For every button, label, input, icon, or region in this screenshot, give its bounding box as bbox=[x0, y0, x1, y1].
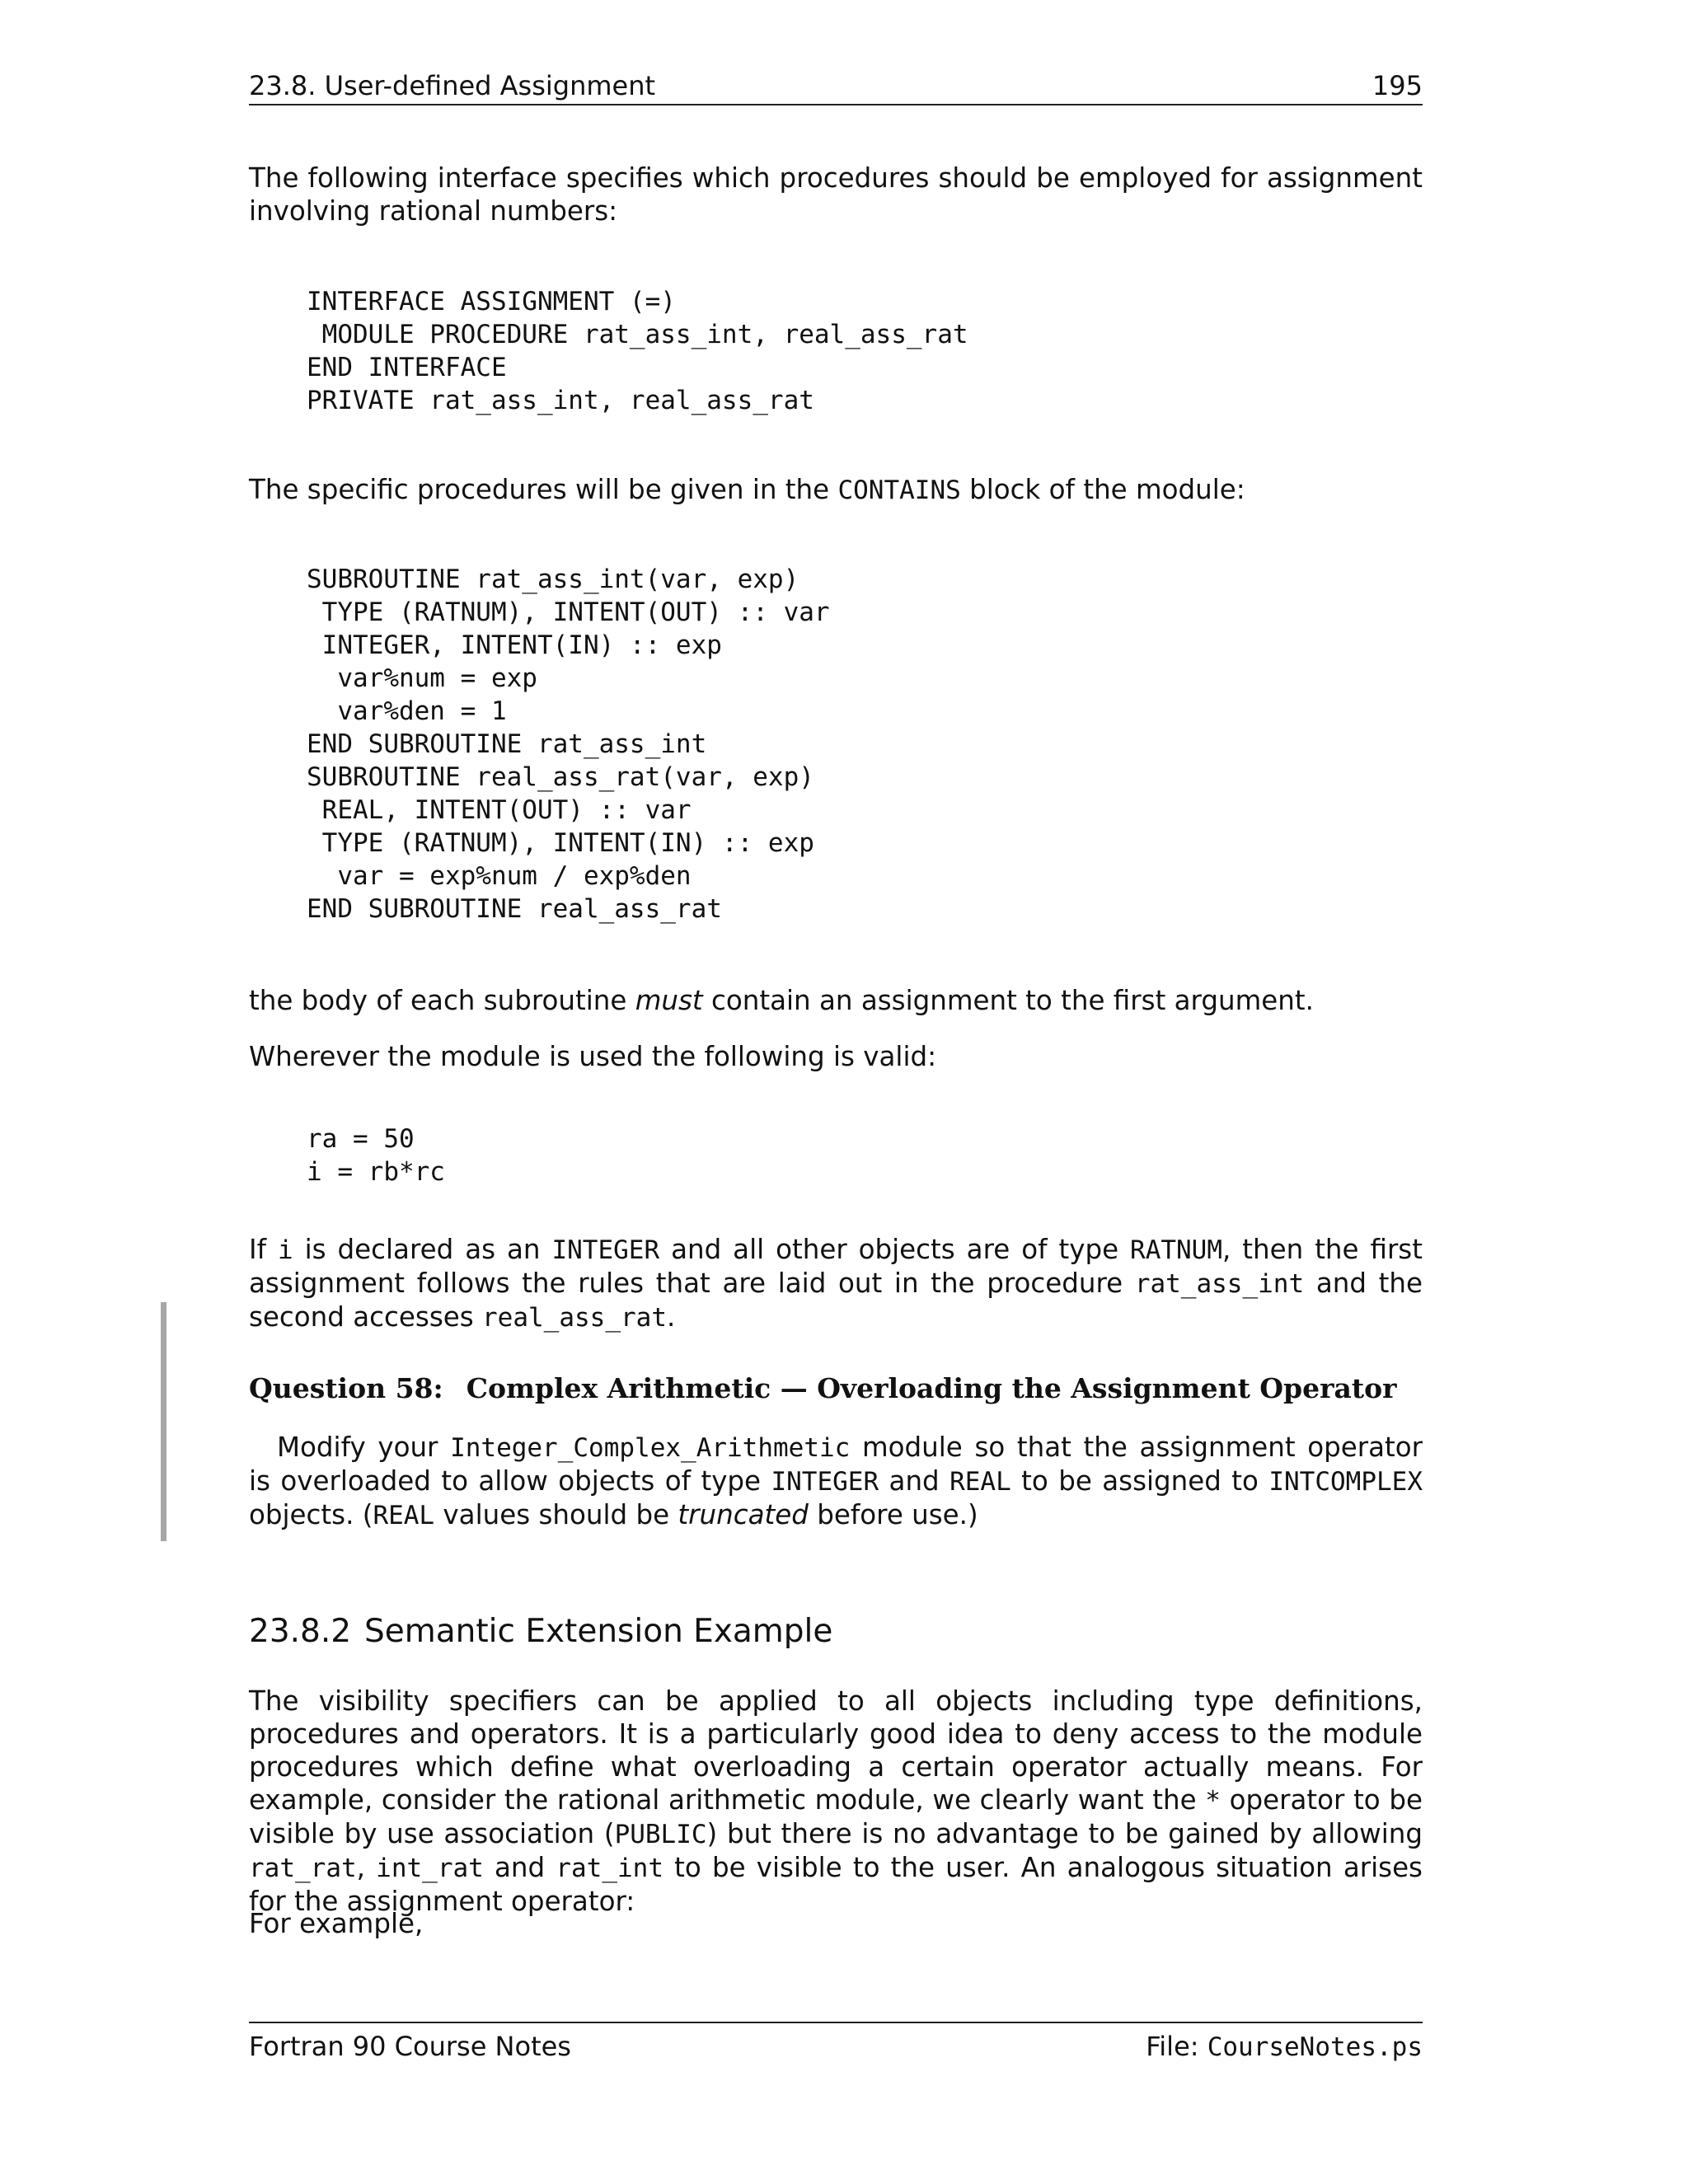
code-line: TYPE (RATNUM), INTENT(IN) :: exp bbox=[307, 828, 814, 858]
inline-code: rat_rat bbox=[249, 1854, 357, 1883]
text-run: , bbox=[356, 1852, 377, 1883]
running-header bbox=[249, 68, 1423, 105]
text-run: is declared as an bbox=[293, 1234, 552, 1265]
code-line: PRIVATE rat_ass_int, real_ass_rat bbox=[307, 386, 814, 415]
code-line: TYPE (RATNUM), INTENT(OUT) :: var bbox=[307, 598, 830, 627]
inline-code: INTEGER bbox=[551, 1235, 660, 1265]
question-heading bbox=[249, 1371, 1423, 1407]
body-note-paragraph bbox=[249, 984, 1423, 1017]
text-run: and bbox=[483, 1852, 556, 1883]
footer-file bbox=[1146, 2023, 1423, 2070]
text-run: and bbox=[879, 1465, 950, 1497]
footer-title: Fortran 90 Course Notes bbox=[249, 2031, 571, 2062]
emphasis: truncated bbox=[678, 1499, 809, 1530]
text-run: The visibility specifiers can be applied to all objects including type definitions, procedures and operators. It is a particularly good idea to deny access to the module procedures which define what overloading a certain operator actually means. For example, consider the rational arithmetic module, we clearly want the bbox=[249, 1685, 1423, 1816]
text-run: before use.) bbox=[808, 1499, 978, 1530]
text-run: to be assigned to bbox=[1010, 1465, 1269, 1497]
inline-code: INTEGER bbox=[771, 1467, 879, 1497]
code-line: END INTERFACE bbox=[307, 353, 507, 382]
code-line: var%den = 1 bbox=[307, 696, 507, 726]
inline-code: real_ass_rat bbox=[482, 1303, 667, 1333]
code-block-subroutines bbox=[307, 563, 830, 926]
text-run: module so that the assignment operator is overloaded to allow objects of type bbox=[249, 1432, 1423, 1497]
code-line: END SUBROUTINE real_ass_rat bbox=[307, 894, 722, 924]
text-run: the body of each subroutine bbox=[249, 985, 635, 1016]
change-bar bbox=[161, 1302, 166, 1541]
code-block-interface bbox=[307, 285, 968, 417]
code-line: ra = 50 bbox=[307, 1124, 415, 1154]
code-line: MODULE PROCEDURE rat_ass_int, real_ass_rat bbox=[307, 320, 968, 349]
text-run: ) but there is no advantage to be gained by allowing bbox=[706, 1818, 1423, 1849]
emphasis: must bbox=[635, 985, 703, 1016]
question-number: Question 58: bbox=[249, 1372, 443, 1404]
running-footer bbox=[249, 2022, 1423, 2069]
inline-code: REAL bbox=[373, 1501, 435, 1530]
code-line: INTERFACE ASSIGNMENT (=) bbox=[307, 287, 676, 316]
inline-code: int_rat bbox=[376, 1854, 484, 1883]
inline-code: * bbox=[1205, 1786, 1221, 1816]
code-line: SUBROUTINE rat_ass_int(var, exp) bbox=[307, 565, 799, 594]
inline-code: REAL bbox=[950, 1467, 1011, 1497]
code-block-usage bbox=[307, 1122, 445, 1188]
text-run: and all other objects are of type bbox=[659, 1234, 1131, 1265]
declaration-paragraph bbox=[249, 1233, 1423, 1334]
code-line: REAL, INTENT(OUT) :: var bbox=[307, 795, 692, 825]
text-run: Modify your bbox=[277, 1432, 451, 1463]
question-body-paragraph bbox=[249, 1431, 1423, 1532]
visibility-paragraph bbox=[249, 1685, 1423, 1918]
section-number: 23.8.2 bbox=[249, 1613, 352, 1650]
footer-file-name: CourseNotes.ps bbox=[1207, 2032, 1423, 2062]
text-run: If bbox=[249, 1234, 278, 1265]
code-line: var%num = exp bbox=[307, 663, 537, 693]
text-run: to be visible to the user. An analogous situation arises for the assignment operator: bbox=[249, 1852, 1423, 1917]
text-run: operator to be visible by use association ( bbox=[249, 1784, 1423, 1849]
text-run: contain an assignment to the first argument. bbox=[702, 985, 1314, 1016]
inline-code: CONTAINS bbox=[837, 476, 961, 505]
footer-file-label: File: bbox=[1146, 2031, 1207, 2062]
inline-code: rat_ass_int bbox=[1134, 1269, 1305, 1299]
text-run: , then the first assignment follows the rules that are laid out in the procedure bbox=[249, 1234, 1423, 1299]
code-line: INTEGER, INTENT(IN) :: exp bbox=[307, 630, 722, 660]
intro-paragraph: The following interface specifies which procedures should be employed for assignment involving rational numbers: bbox=[249, 162, 1423, 227]
inline-code: PUBLIC bbox=[614, 1820, 707, 1849]
text-run: The specific procedures will be given in the bbox=[249, 474, 838, 505]
specific-procedures-paragraph bbox=[249, 473, 1423, 507]
page-number: 195 bbox=[1372, 70, 1423, 101]
text-run: block of the module: bbox=[960, 474, 1245, 505]
code-line: i = rb*rc bbox=[307, 1157, 445, 1187]
code-line: var = exp%num / exp%den bbox=[307, 861, 692, 891]
inline-code: RATNUM bbox=[1130, 1235, 1223, 1265]
code-line: SUBROUTINE real_ass_rat(var, exp) bbox=[307, 762, 814, 792]
text-run: and the second accesses bbox=[249, 1268, 1423, 1333]
text-run: values should be bbox=[434, 1499, 678, 1530]
header-section-title: 23.8. User-defined Assignment bbox=[249, 70, 656, 101]
question-title: Complex Arithmetic — Overloading the Assignment Operator bbox=[466, 1372, 1397, 1404]
code-line: END SUBROUTINE rat_ass_int bbox=[307, 729, 707, 759]
inline-code: i bbox=[277, 1235, 293, 1265]
section-heading bbox=[249, 1611, 832, 1652]
inline-code: Integer_Complex_Arithmetic bbox=[450, 1433, 851, 1463]
for-example-paragraph: For example, bbox=[249, 1908, 424, 1939]
section-title: Semantic Extension Example bbox=[364, 1613, 833, 1650]
inline-code: INTCOMPLEX bbox=[1268, 1467, 1423, 1497]
inline-code: rat_int bbox=[556, 1854, 663, 1883]
text-run: objects. ( bbox=[249, 1499, 373, 1530]
text-run: . bbox=[666, 1301, 676, 1333]
wherever-paragraph: Wherever the module is used the following is valid: bbox=[249, 1041, 937, 1072]
